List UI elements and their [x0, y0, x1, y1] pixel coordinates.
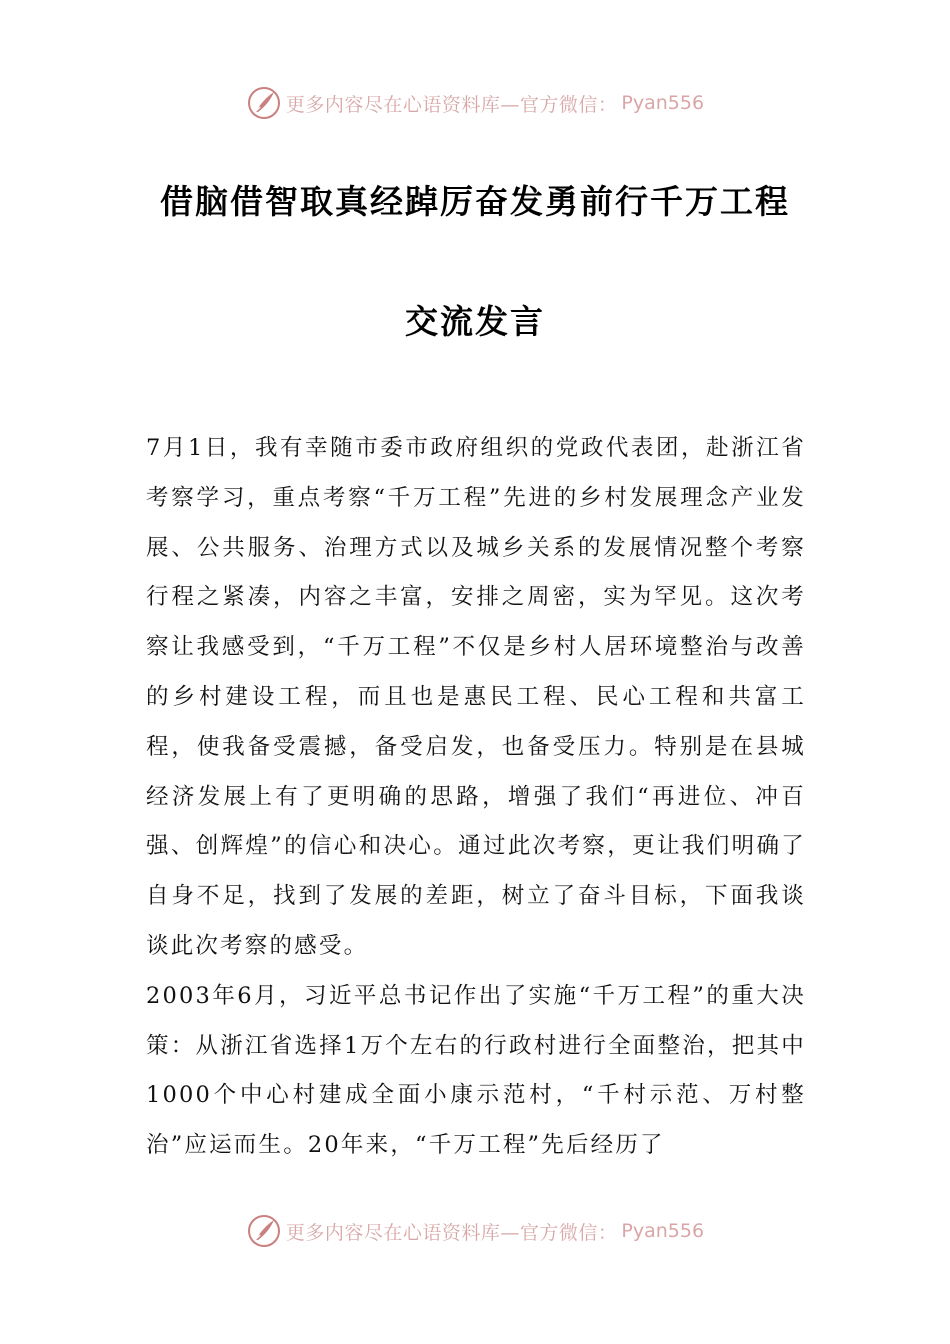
document-body	[146, 424, 806, 1171]
watermark-text: 更多内容尽在心语资料库—官方微信：	[285, 93, 618, 116]
document-title-line-2: 交流发言	[405, 302, 545, 341]
document-title-line-1: 借脑借智取真经踔厉奋发勇前行千万工程	[160, 182, 790, 221]
watermark-header	[0, 83, 950, 123]
watermark-handle: Pyan556	[621, 1220, 705, 1242]
body-paragraph-1: 7月1日，我有幸随市委市政府组织的党政代表团，赴浙江省考察学习，重点考察“千万工程”先进的乡村发展理念产业发展、公共服务、治理方式以及城乡关系的发展情况整个考察行程之紧凑，内容之丰富，安排之周密，实为罕见。这次考察让我感受到，“千万工程”不仅是乡村人居环境整治与改善的乡村建设工程，而且也是惠民工程、民心工程和共富工程，使我备受震撼，备受启发，也备受压力。特别是在县城经济发展上有了更明确的思路，增强了我们“再进位、冲百强、创辉煌”的信心和决心。通过此次考察，更让我们明确了自身不足，找到了发展的差距，树立了奋斗目标，下面我谈谈此次考察的感受。	[146, 435, 806, 959]
body-paragraph-2: 2003年6月，习近平总书记作出了实施“千万工程”的重大决策：从浙江省选择1万个左右的行政村进行全面整治，把其中1000个中心村建成全面小康示范村，“千村示范、万村整治”应运而生。20年来，“千万工程”先后经历了	[146, 982, 806, 1159]
quill-pen-logo-icon	[246, 85, 282, 121]
watermark-footer	[0, 1211, 950, 1251]
watermark-handle: Pyan556	[621, 92, 705, 114]
watermark-text: 更多内容尽在心语资料库—官方微信：	[285, 1221, 618, 1244]
quill-pen-logo-icon	[246, 1213, 282, 1249]
